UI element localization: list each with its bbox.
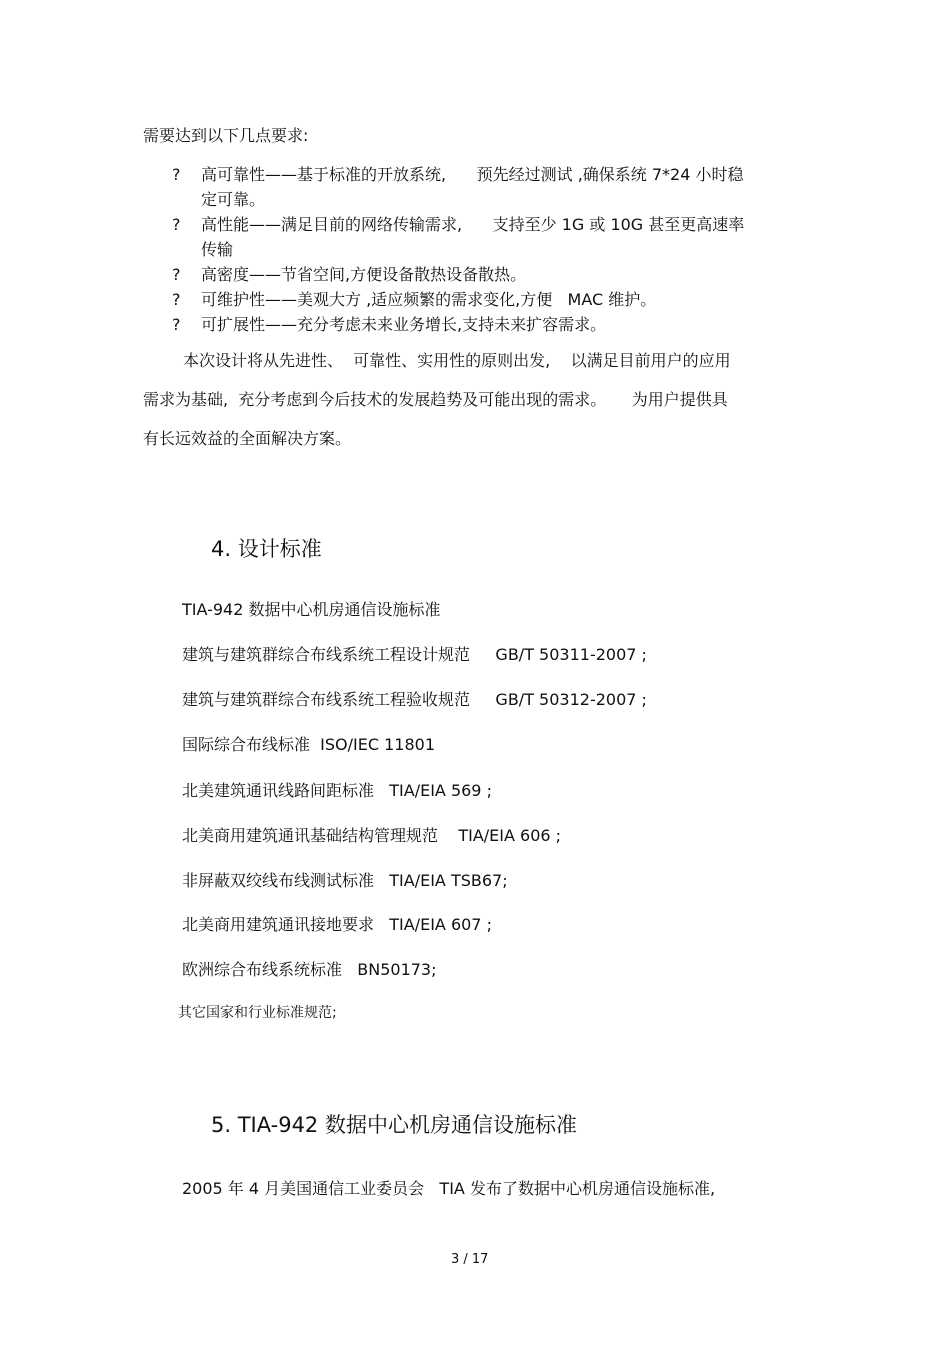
- requirement-text-continued: 定可靠。: [201, 190, 266, 209]
- bullet-mark: ?: [172, 215, 181, 234]
- standard-item: 北美商用建筑通讯接地要求 TIA/EIA 607 ;: [182, 915, 492, 934]
- requirement-text: 高可靠性——基于标准的开放系统, 预先经过测试 ,确保系统 7*24 小时稳: [201, 165, 744, 184]
- standard-item: 建筑与建筑群综合布线系统工程验收规范 GB∕T 50312-2007 ;: [182, 690, 647, 709]
- standard-item: 北美建筑通讯线路间距标准 TIA/EIA 569 ;: [182, 781, 492, 800]
- section-4-heading: 4. 设计标准: [211, 537, 322, 561]
- requirement-text: 高密度——节省空间,方便设备散热设备散热。: [201, 265, 527, 284]
- bullet-mark: ?: [172, 315, 181, 334]
- bullet-mark: ?: [172, 265, 181, 284]
- summary-line: 有长远效益的全面解决方案。: [143, 429, 352, 448]
- summary-line: 本次设计将从先进性、 可靠性、实用性的原则出发, 以满足目前用户的应用: [183, 351, 731, 370]
- standard-item: 国际综合布线标准 ISO/IEC 11801: [182, 735, 436, 754]
- summary-line: 需求为基础, 充分考虑到今后技术的发展趋势及可能出现的需求。 为用户提供具: [143, 390, 728, 409]
- requirement-text: 可扩展性——充分考虑未来业务增长,支持未来扩容需求。: [201, 315, 607, 334]
- standard-item: 非屏蔽双绞线布线测试标准 TIA/EIA TSB67;: [182, 871, 508, 890]
- other-standards-note: 其它国家和行业标准规范;: [178, 1005, 337, 1021]
- standard-item: 建筑与建筑群综合布线系统工程设计规范 GB∕T 50311-2007 ;: [182, 645, 647, 664]
- requirement-text-continued: 传输: [201, 240, 234, 259]
- bullet-mark: ?: [172, 290, 181, 309]
- intro-lead: 需要达到以下几点要求:: [143, 126, 309, 145]
- page-number: 3 / 17: [451, 1252, 489, 1267]
- standard-item: 北美商用建筑通讯基础结构管理规范 TIA/EIA 606 ;: [182, 826, 562, 845]
- section-5-heading: 5. TIA-942 数据中心机房通信设施标准: [211, 1113, 577, 1137]
- standard-item: TIA-942 数据中心机房通信设施标准: [182, 600, 441, 619]
- requirement-text: 高性能——满足目前的网络传输需求, 支持至少 1G 或 10G 甚至更高速率: [201, 215, 745, 234]
- requirement-text: 可维护性——美观大方 ,适应频繁的需求变化,方便 MAC 维护。: [201, 290, 657, 309]
- standard-item: 欧洲综合布线系统标准 BN50173;: [182, 960, 437, 979]
- bullet-mark: ?: [172, 165, 181, 184]
- section-5-text: 2005 年 4 月美国通信工业委员会 TIA 发布了数据中心机房通信设施标准,: [182, 1179, 716, 1198]
